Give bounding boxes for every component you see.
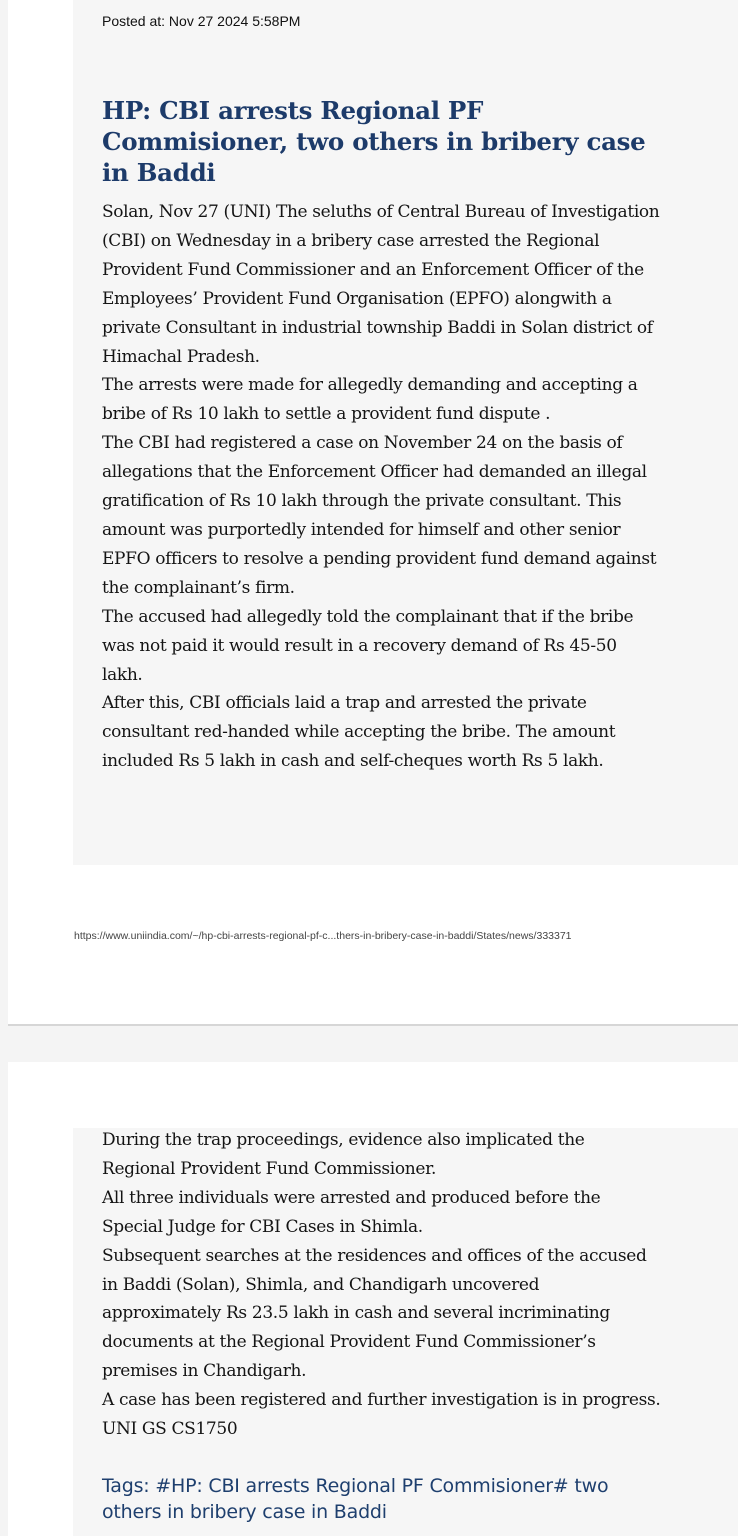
paragraph: After this, CBI officials laid a trap and arrested the private consultant red-handed while accepting the bribe. The amount included Rs 5 lakh in cash and self-cheques worth Rs 5 lakh. bbox=[102, 693, 616, 772]
article-body-part1 bbox=[102, 198, 662, 776]
paragraph: Solan, Nov 27 (UNI) The seluths of Central Bureau of Investigation (CBI) on Wednesday in a bribery case arrested the Regional Provident Fund Commissioner and an Enforcement Officer of the Employees’ Provident Fund Organisation (EPFO) alongwith a private Consultant in industrial township Baddi in Solan district of Himachal Pradesh. bbox=[102, 202, 660, 367]
dateline-code: UNI GS CS1750 bbox=[102, 1419, 238, 1440]
article-headline: HP: CBI arrests Regional PF Commisioner, two others in bribery case in Baddi bbox=[102, 96, 646, 187]
source-url-link[interactable]: https://www.uniindia.com/~/hp-cbi-arrests-regional-pf-c...thers-in-bribery-case-in-baddi/States/news/333371 bbox=[74, 930, 572, 942]
paragraph: Subsequent searches at the residences and offices of the accused in Baddi (Solan), Shimla, and Chandigarh uncovered approximately Rs 23.5 lakh in cash and several incriminating documents at the Regional Provident Fund Commissioner’s premises in Chandigarh. bbox=[102, 1245, 647, 1382]
paragraph: The accused had allegedly told the complainant that if the bribe was not paid it would result in a recovery demand of Rs 45-50 lakh. bbox=[102, 606, 634, 685]
paragraph: All three individuals were arrested and produced before the Special Judge for CBI Cases in Shimla. bbox=[102, 1187, 601, 1237]
posted-timestamp: Posted at: Nov 27 2024 5:58PM bbox=[102, 13, 301, 29]
paragraph: A case has been registered and further investigation is in progress. bbox=[102, 1390, 661, 1411]
article-tags[interactable]: Tags: #HP: CBI arrests Regional PF Commisioner# two others in bribery case in Baddi bbox=[102, 1475, 609, 1523]
paragraph: The CBI had registered a case on November 24 on the basis of allegations that the Enforcement Officer had demanded an illegal gratification of Rs 10 lakh through the private consultant. This amount was purportedly intended for himself and other senior EPFO officers to resolve a pending provident fund demand against the complainant’s firm. bbox=[102, 433, 657, 598]
paragraph: The arrests were made for allegedly demanding and accepting a bribe of Rs 10 lakh to settle a provident fund dispute . bbox=[102, 375, 638, 425]
article-body-part2 bbox=[102, 1126, 662, 1444]
paragraph: During the trap proceedings, evidence also implicated the Regional Provident Fund Commissioner. bbox=[102, 1130, 585, 1179]
